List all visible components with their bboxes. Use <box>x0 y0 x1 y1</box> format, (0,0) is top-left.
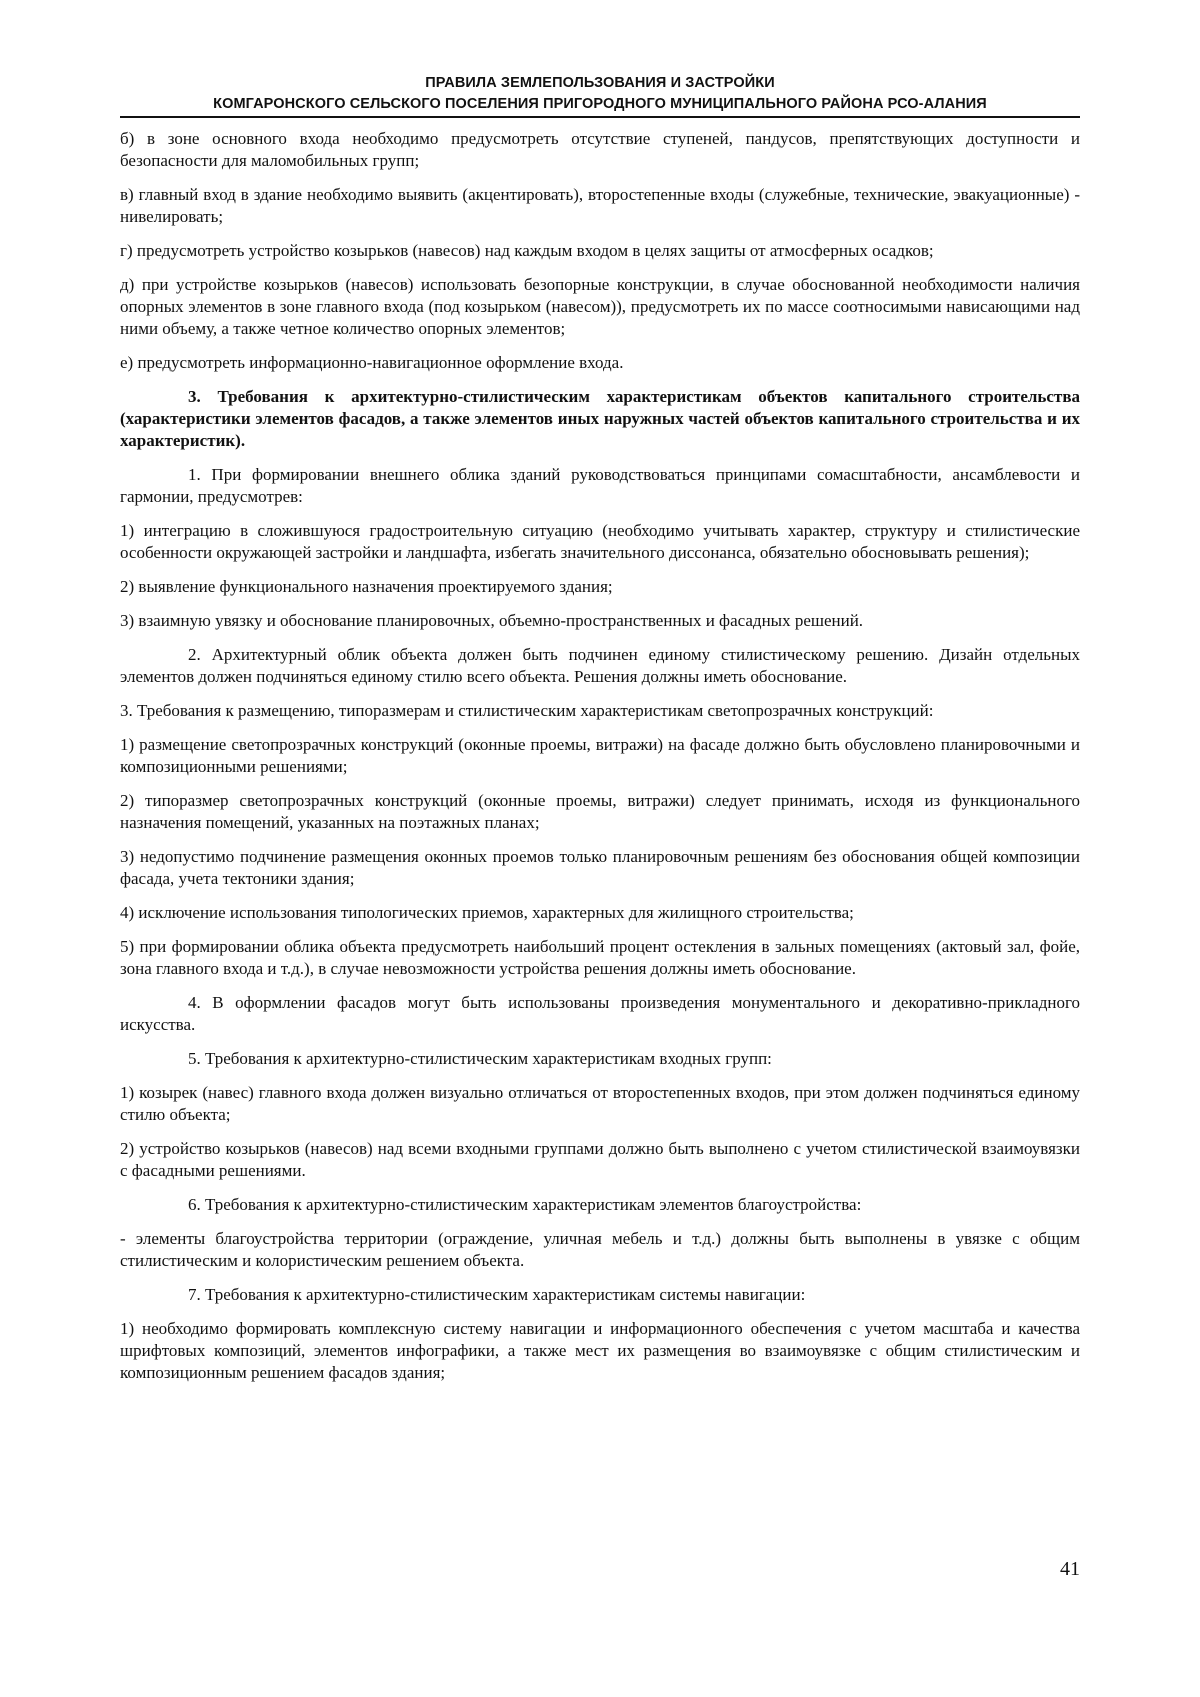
paragraph: 2) выявление функционального назначения проектируемого здания; <box>120 577 613 596</box>
paragraph: 2. Архитектурный облик объекта должен быть подчинен единому стилистическому решению. Дизайн отдельных элементов должен подчиняться единому стилю всего объекта. Решения должны иметь обоснование. <box>120 645 1080 686</box>
header-line-1: ПРАВИЛА ЗЕМЛЕПОЛЬЗОВАНИЯ И ЗАСТРОЙКИ <box>425 75 775 91</box>
section-heading: 3. Требования к архитектурно-стилистическим характеристикам объектов капитального строительства (характеристики элементов фасадов, а также элементов иных наружных частей объектов капитального строительства и их характеристик). <box>120 387 1080 450</box>
paragraph: 5) при формировании облика объекта предусмотреть наибольший процент остекления в зальных помещениях (актовый зал, фойе, зона главного входа и т.д.), в случае невозможности устройства решения должны иметь обоснование. <box>120 937 1080 978</box>
paragraph: 2) типоразмер светопрозрачных конструкций (оконные проемы, витражи) следует принимать, исходя из функционального назначения помещений, указанных на поэтажных планах; <box>120 791 1080 832</box>
paragraph: 1) необходимо формировать комплексную систему навигации и информационного обеспечения с учетом масштаба и качества шрифтовых композиций, элементов инфографики, а также мест их размещения во взаимоувязке с общим стилистическим и композиционным решением фасадов здания; <box>120 1319 1080 1382</box>
document-body <box>120 128 1080 1396</box>
paragraph: 1) интеграцию в сложившуюся градостроительную ситуацию (необходимо учитывать характер, структуру и стилистические особенности окружающей застройки и ландшафта, избегать значительного диссонанса, обязательно обосновывать решения); <box>120 521 1080 562</box>
paragraph: г) предусмотреть устройство козырьков (навесов) над каждым входом в целях защиты от атмосферных осадков; <box>120 241 934 260</box>
paragraph: - элементы благоустройства территории (ограждение, уличная мебель и т.д.) должны быть выполнены в увязке с общим стилистическим и колористическим решением объекта. <box>120 1229 1080 1270</box>
paragraph: 5. Требования к архитектурно-стилистическим характеристикам входных групп: <box>188 1049 772 1068</box>
paragraph: 1. При формировании внешнего облика зданий руководствоваться принципами сомасштабности, ансамблевости и гармонии, предусмотрев: <box>120 465 1080 506</box>
paragraph: 1) размещение светопрозрачных конструкций (оконные проемы, витражи) на фасаде должно быть обусловлено планировочными и композиционными решениями; <box>120 735 1080 776</box>
paragraph: 4) исключение использования типологических приемов, характерных для жилищного строительства; <box>120 903 854 922</box>
paragraph: б) в зоне основного входа необходимо предусмотреть отсутствие ступеней, пандусов, препятствующих доступности и безопасности для маломобильных групп; <box>120 129 1080 170</box>
paragraph: д) при устройстве козырьков (навесов) использовать безопорные конструкции, в случае обоснованной необходимости наличия опорных элементов в зоне главного входа (под козырьком (навесом)), предусмотреть их по массе соотносимыми нависающими над ними объему, а также четное количество опорных элементов; <box>120 275 1080 338</box>
paragraph: 2) устройство козырьков (навесов) над всеми входными группами должно быть выполнено с учетом стилистической взаимоувязки с фасадными решениями. <box>120 1139 1080 1180</box>
paragraph: 3. Требования к размещению, типоразмерам и стилистическим характеристикам светопрозрачных конструкций: <box>120 701 934 720</box>
header-line-2: КОМГАРОНСКОГО СЕЛЬСКОГО ПОСЕЛЕНИЯ ПРИГОРОДНОГО МУНИЦИПАЛЬНОГО РАЙОНА РСО-АЛАНИЯ <box>213 96 987 112</box>
paragraph: 7. Требования к архитектурно-стилистическим характеристикам системы навигации: <box>188 1285 806 1304</box>
header-divider <box>120 116 1080 118</box>
paragraph: 1) козырек (навес) главного входа должен визуально отличаться от второстепенных входов, при этом должен подчиняться единому стилю объекта; <box>120 1083 1080 1124</box>
paragraph: 6. Требования к архитектурно-стилистическим характеристикам элементов благоустройства: <box>188 1195 862 1214</box>
paragraph: 3) недопустимо подчинение размещения оконных проемов только планировочным решениям без обоснования общей композиции фасада, учета тектоники здания; <box>120 847 1080 888</box>
page-number: 41 <box>1060 1558 1080 1580</box>
paragraph: 4. В оформлении фасадов могут быть использованы произведения монументального и декоративно-прикладного искусства. <box>120 993 1080 1034</box>
paragraph: 3) взаимную увязку и обоснование планировочных, объемно-пространственных и фасадных решений. <box>120 611 864 630</box>
paragraph: в) главный вход в здание необходимо выявить (акцентировать), второстепенные входы (служебные, технические, эвакуационные) - нивелировать; <box>120 185 1080 226</box>
page-header <box>120 73 1080 115</box>
paragraph: е) предусмотреть информационно-навигационное оформление входа. <box>120 353 624 372</box>
